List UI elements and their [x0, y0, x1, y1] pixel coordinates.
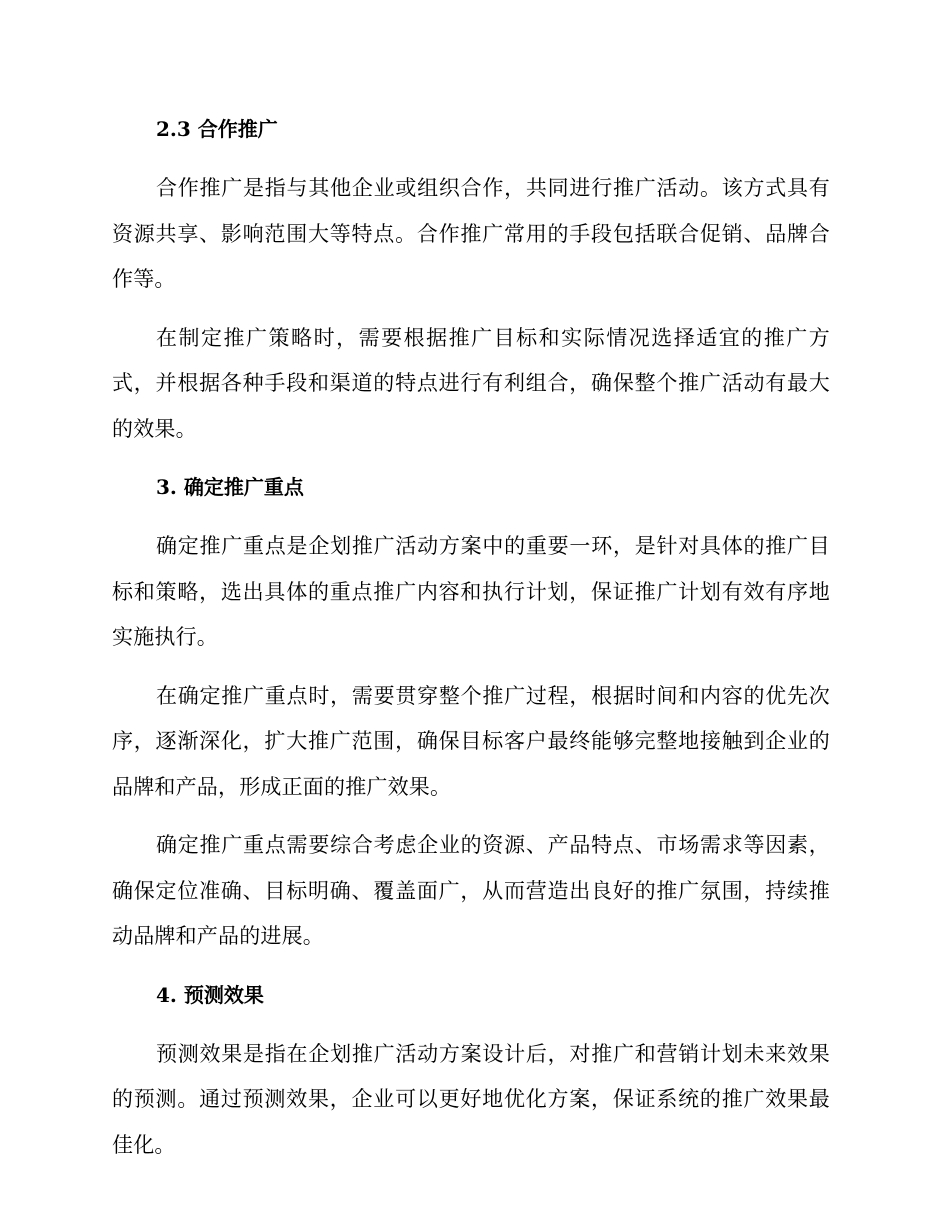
- paragraph: 合作推广是指与其他企业或组织合作，共同进行推广活动。该方式具有资源共享、影响范围大等特点。合作推广常用的手段包括联合促销、品牌合作等。: [112, 176, 830, 291]
- paragraph: 确定推广重点是企划推广活动方案中的重要一环，是针对具体的推广目标和策略，选出具体的重点推广内容和执行计划，保证推广计划有效有序地实施执行。: [112, 534, 830, 649]
- section-heading-2-3: 2.3 合作推广: [156, 117, 278, 141]
- section-heading-4: 4. 预测效果: [156, 982, 264, 1007]
- paragraph: 在确定推广重点时，需要贯穿整个推广过程，根据时间和内容的优先次序，逐渐深化，扩大推广范围，确保目标客户最终能够完整地接触到企业的品牌和产品，形成正面的推广效果。: [112, 683, 830, 799]
- section-heading-3: 3. 确定推广重点: [156, 475, 304, 499]
- paragraph: 预测效果是指在企划推广活动方案设计后，对推广和营销计划未来效果的预测。通过预测效果，企业可以更好地优化方案，保证系统的推广效果最佳化。: [112, 1041, 830, 1157]
- paragraph: 确定推广重点需要综合考虑企业的资源、产品特点、市场需求等因素，确保定位准确、目标明确、覆盖面广，从而营造出良好的推广氛围，持续推动品牌和产品的进展。: [112, 833, 830, 948]
- paragraph: 在制定推广策略时，需要根据推广目标和实际情况选择适宜的推广方式，并根据各种手段和渠道的特点进行有利组合，确保整个推广活动有最大的效果。: [112, 325, 830, 441]
- document-body: [112, 107, 830, 1181]
